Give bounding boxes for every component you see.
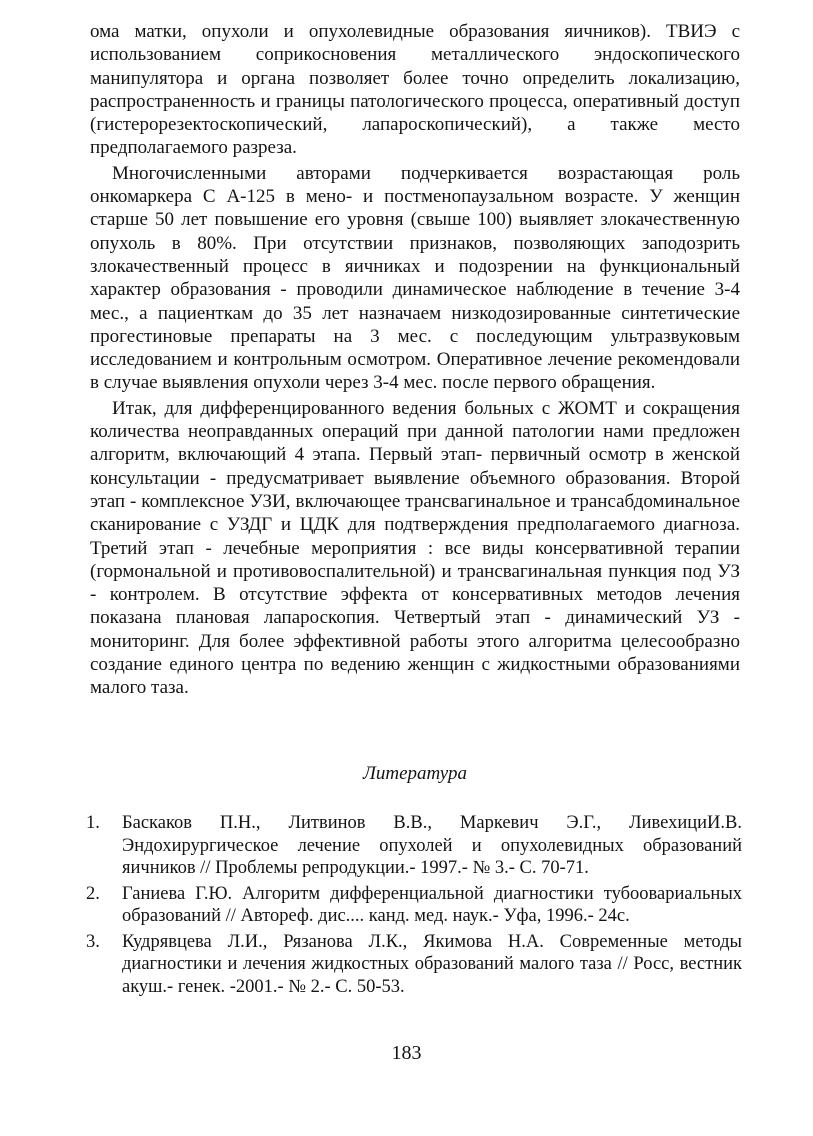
reference-text: Ганиева Г.Ю. Алгоритм дифференциальной диагностики тубоовариальных образований // Автореф. дис.... канд. мед. наук.- Уфа, 1996.- 24с. [122,883,742,926]
reference-item [86,812,742,880]
paragraph-oncomarker: Многочисленными авторами подчеркивается возрастающая роль онкомаркера С А-125 в мено- и постменопаузальном возрасте. У женщин старше 50 лет повышение его уровня (свыше 100) выявляет злокачественную опухоль в 80%. При отсутствии признаков, позволяющих заподозрить злокачественный процесс в яичниках и подозрении на функциональный характер образования - проводили динамическое наблюдение в течение 3-4 мес., а пациенткам до 35 лет назначаем низкодозированные синтетические прогестиновые препараты на 3 мес. с последующим ультразвуковым исследованием и контрольным осмотром. Оперативное лечение рекомендовали в случае выявления опухоли через 3-4 мес. после первого обращения. [90,162,740,394]
literature-heading: Литература [363,763,467,784]
page-number: 183 [391,1042,422,1064]
reference-item [86,883,742,928]
reference-number: 2. [86,883,100,904]
paragraph-continuation: ома матки, опухоли и опухолевидные образования яичников). ТВИЭ с использованием соприкосновения металлического эндоскопического манипулятора и органа позволяет более точно определить локализацию, распространенность и границы патологического процесса, оперативный доступ (гистерорезектоскопический, лапароскопический), а также место предполагаемого разреза. [90,21,740,159]
body-text [90,20,740,700]
paragraph-algorithm: Итак, для дифференцированного ведения больных с ЖОМТ и сокращения количества неоправданных операций при данной патологии нами предложен алгоритм, включающий 4 этапа. Первый этап- первичный осмотр в женской консультации - предусматривает выявление объемного образования. Второй этап - комплексное УЗИ, включающее трансвагинальное и трансабдоминальное сканирование с УЗДГ и ЦДК для подтверждения предполагаемого диагноза. Третий этап - лечебные мероприятия : все виды консервативной терапии (гормональной и противовоспалительной) и трансвагинальная пункция под УЗ - контролем. В отсутствие эффекта от консервативных методов лечения показана плановая лапароскопия. Четвертый этап - динамический УЗ - мониторинг. Для более эффективной работы этого алгоритма целесообразно создание единого центра по ведению женщин с жидкостными образованиями малого таза. [90,397,740,699]
reference-text: Баскаков П.Н., Литвинов В.В., Маркевич Э.Г., ЛивехициИ.В. Эндохирургическое лечение опухолей и опухолевидных образований яичников // Проблемы репродукции.- 1997.- № 3.- С. 70-71. [122,813,742,878]
reference-number: 3. [86,931,100,952]
reference-list [86,812,742,1001]
reference-item [86,931,742,999]
reference-number: 1. [86,813,100,833]
reference-text: Кудрявцева Л.И., Рязанова Л.К., Якимова Н.А. Современные методы диагностики и лечения жидкостных образований малого таза // Росс, вестник акуш.- генек. -2001.- № 2.- С. 50-53. [122,931,742,997]
